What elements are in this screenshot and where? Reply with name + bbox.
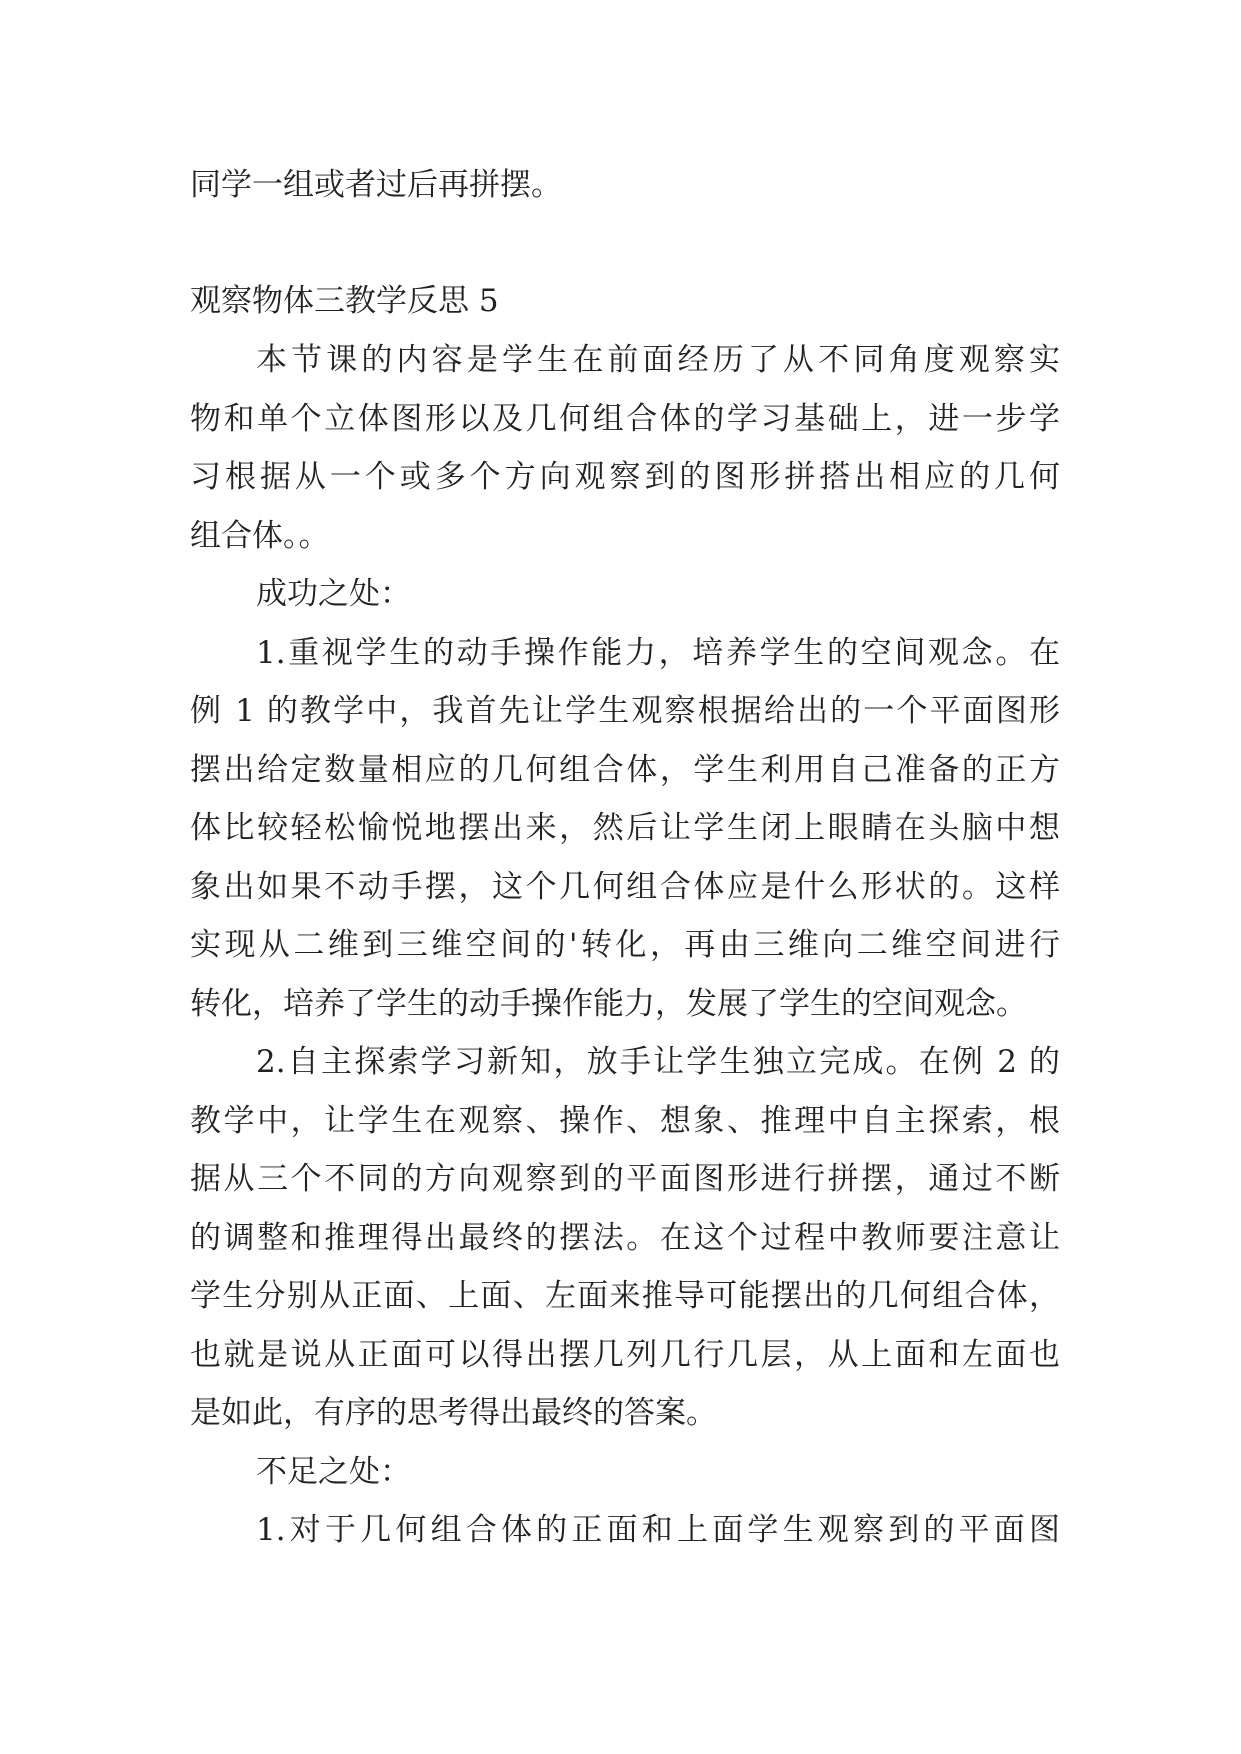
paragraph-point-2 bbox=[190, 1033, 1060, 1443]
paragraph-line: 习根据从一个或多个方向观察到的图形拼搭出相应的几何 bbox=[190, 459, 1060, 495]
paragraph-line: 不足之处： bbox=[256, 1453, 411, 1490]
paragraph-intro bbox=[190, 331, 1060, 565]
body-text bbox=[190, 331, 1060, 1560]
paragraph-line: 组合体。。 bbox=[190, 517, 330, 554]
section-heading-text: 观察物体三教学反思 5 bbox=[190, 283, 499, 319]
paragraph-success-heading bbox=[190, 565, 1060, 624]
paragraph-line: 也就是说从正面可以得出摆几列几行几层，从上面和左面也 bbox=[190, 1336, 1060, 1373]
paragraph-line: 转化，培养了学生的动手操作能力，发展了学生的空间观念。 bbox=[190, 985, 1027, 1022]
paragraph-line: 学生分别从正面、上面、左面来推导可能摆出的几何组合体， bbox=[190, 1278, 1060, 1314]
paragraph-point-1 bbox=[190, 624, 1060, 1034]
paragraph-line: 的调整和推理得出最终的摆法。在这个过程中教师要注意让 bbox=[190, 1219, 1060, 1256]
paragraph-line: 本节课的内容是学生在前面经历了从不同角度观察实 bbox=[256, 342, 1060, 378]
paragraph-line: 象出如果不动手摆，这个几何组合体应是什么形状的。这样 bbox=[190, 868, 1060, 905]
paragraph-line: 1.重视学生的动手操作能力，培养学生的空间观念。在 bbox=[256, 634, 1060, 671]
paragraph-line: 教学中，让学生在观察、操作、想象、推理中自主探索，根 bbox=[190, 1102, 1060, 1139]
paragraph-line: 物和单个立体图形以及几何组合体的学习基础上，进一步学 bbox=[190, 400, 1060, 437]
paragraph-line: 2.自主探索学习新知，放手让学生独立完成。在例 2 的 bbox=[256, 1044, 1060, 1080]
paragraph-line: 据从三个不同的方向观察到的平面图形进行拼摆，通过不断 bbox=[190, 1161, 1060, 1197]
paragraph-line: 体比较轻松愉悦地摆出来，然后让学生闭上眼睛在头脑中想 bbox=[190, 810, 1060, 846]
paragraph-line: 是如此，有序的思考得出最终的答案。 bbox=[190, 1395, 717, 1431]
paragraph-line: 1.对于几何组合体的正面和上面学生观察到的平面图 bbox=[256, 1512, 1060, 1548]
continuation-text bbox=[190, 156, 1060, 215]
section-heading bbox=[190, 272, 1060, 331]
continuation-line: 同学一组或者过后再拼摆。 bbox=[190, 167, 562, 203]
paragraph-line: 成功之处： bbox=[256, 576, 411, 612]
paragraph-line: 摆出给定数量相应的几何组合体，学生利用自己准备的正方 bbox=[190, 751, 1060, 788]
paragraph-line: 实现从二维到三维空间的'转化，再由三维向二维空间进行 bbox=[190, 927, 1060, 963]
paragraph-line: 例 1 的教学中，我首先让学生观察根据给出的一个平面图形 bbox=[190, 693, 1060, 729]
paragraph-shortcoming-1 bbox=[190, 1501, 1060, 1560]
paragraph-shortcoming-heading bbox=[190, 1443, 1060, 1502]
